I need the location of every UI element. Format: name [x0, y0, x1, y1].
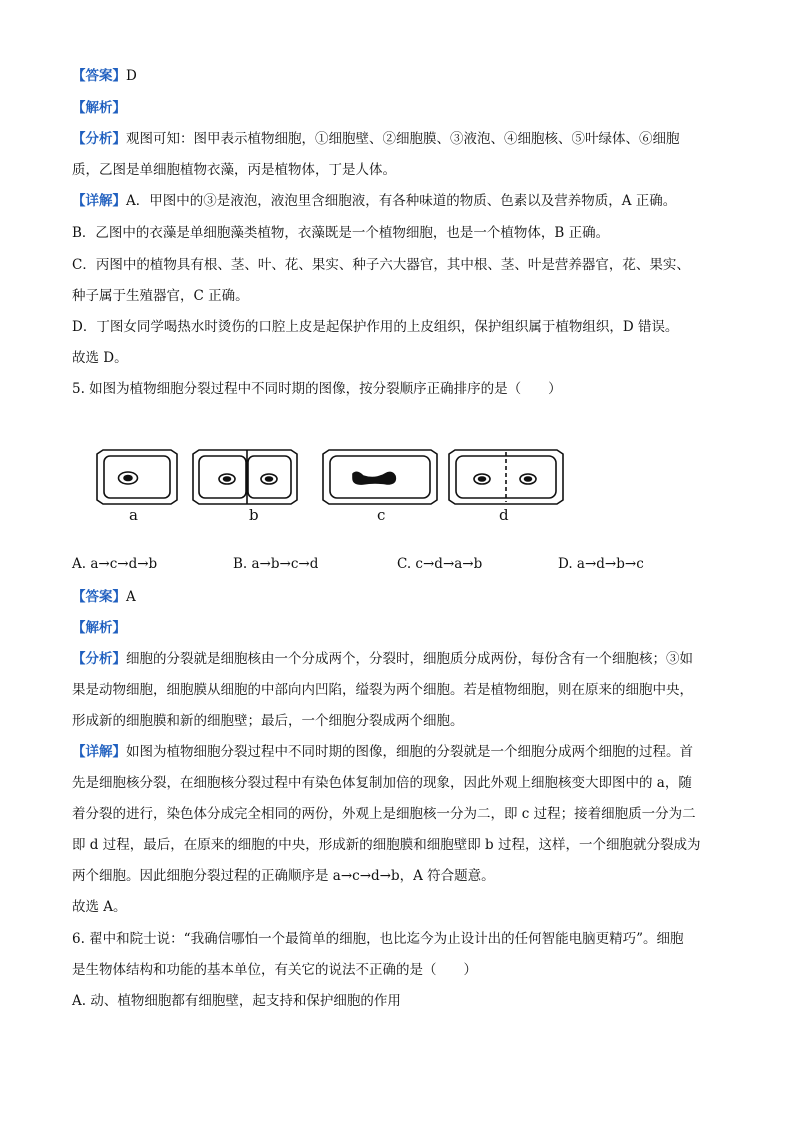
xiangjie-tag: 【详解】 [72, 744, 126, 760]
fenxi-tag: 【分析】 [72, 651, 126, 667]
q5-xiangjie-line-3: 着分裂的进行，染色体分成完全相同的两份，外观上是细胞核一分为二，即 c 过程；接着细胞质一分为二 [72, 806, 696, 822]
option-b: B. a→b→c→d [233, 556, 319, 572]
q5-fenxi-line-2: 果是动物细胞，细胞膜从细胞的中部向内凹陷，缢裂为两个细胞。若是植物细胞，则在原来的细胞中央， [72, 682, 693, 698]
xiangjie-text: 如图为植物细胞分裂过程中不同时期的图像，细胞的分裂就是一个细胞分成两个细胞的过程。首 [126, 744, 693, 760]
q4-xiangjie-line-5: D．丁图女同学喝热水时烫伤的口腔上皮是起保护作用的上皮组织，保护组织属于植物组织，D 错误。 [72, 319, 679, 335]
cell-division-figure [95, 444, 565, 529]
fenxi-tag: 【分析】 [72, 131, 126, 147]
q4-answer-line [72, 66, 137, 86]
analysis-tag: 【解析】 [72, 100, 126, 116]
fenxi-text: 观图可知：图甲表示植物细胞，①细胞壁、②细胞膜、③液泡、④细胞核、⑤叶绿体、⑥细胞 [126, 131, 680, 147]
option-c: C. c→d→a→b [397, 556, 483, 572]
q5-conclusion: 故选 A。 [72, 899, 127, 915]
q5-xiangjie-line-4: 即 d 过程，最后，在原来的细胞的中央，形成新的细胞膜和细胞壁即 b 过程，这样，一个细胞就分裂成为 [72, 837, 701, 853]
figure-label-d: d [499, 506, 509, 524]
q4-xiangjie-line-2: B．乙图中的衣藻是单细胞藻类植物，衣藻既是一个植物细胞，也是一个植物体，B 正确。 [72, 225, 610, 241]
xiangjie-tag: 【详解】 [72, 193, 126, 209]
xiangjie-text: A．甲图中的③是液泡，液泡里含细胞液，有各种味道的物质、色素以及营养物质，A 正确。 [126, 193, 677, 209]
q6-option-a: A. 动、植物细胞都有细胞壁，起支持和保护细胞的作用 [72, 993, 401, 1009]
cell-b-diagram [193, 450, 297, 504]
q5-xiangjie-line-5: 两个细胞。因此细胞分裂过程的正确顺序是 a→c→d→b，A 符合题意。 [72, 868, 495, 884]
q6-stem-line-1: 6. 翟中和院士说：“我确信哪怕一个最简单的细胞，也比迄今为止设计出的任何智能电脑更精巧”。细胞 [72, 931, 684, 947]
figure-label-a: a [129, 506, 138, 524]
q6-stem-line-2: 是生物体结构和功能的基本单位，有关它的说法不正确的是（ ） [72, 962, 477, 978]
figure-label-b: b [249, 506, 259, 524]
q5-fenxi-line-1 [72, 649, 693, 669]
fenxi-text: 细胞的分裂就是细胞核由一个分成两个，分裂时，细胞质分成两份，每份含有一个细胞核；③如 [126, 651, 693, 667]
q4-xiangjie-line-1 [72, 191, 676, 211]
q4-analysis-heading [72, 98, 126, 118]
q4-xiangjie-line-3: C．丙图中的植物具有根、茎、叶、花、果实、种子六大器官，其中根、茎、叶是营养器官，花、果实、 [72, 257, 690, 273]
answer-value: A [126, 589, 136, 605]
q5-xiangjie-line-2: 先是细胞核分裂，在细胞核分裂过程中有染色体复制加倍的现象，因此外观上细胞核变大即图中的 a，随 [72, 775, 692, 791]
answer-tag: 【答案】 [72, 589, 126, 605]
option-d: D. a→d→b→c [558, 556, 644, 572]
cell-d-diagram [449, 450, 563, 504]
analysis-tag: 【解析】 [72, 620, 126, 636]
answer-tag: 【答案】 [72, 68, 126, 84]
q4-fenxi-line-2: 质，乙图是单细胞植物衣藻，丙是植物体，丁是人体。 [72, 162, 396, 178]
q4-fenxi-line-1 [72, 129, 680, 149]
answer-value: D [126, 68, 137, 84]
cell-a-diagram [97, 450, 177, 504]
q4-xiangjie-line-4: 种子属于生殖器官，C 正确。 [72, 288, 249, 304]
q5-analysis-heading [72, 618, 126, 638]
cell-c-diagram [323, 450, 437, 504]
q5-xiangjie-line-1 [72, 742, 693, 762]
q5-answer-line [72, 587, 136, 607]
figure-label-c: c [377, 506, 386, 524]
q5-fenxi-line-3: 形成新的细胞膜和新的细胞壁；最后，一个细胞分裂成两个细胞。 [72, 713, 464, 729]
q4-conclusion: 故选 D。 [72, 350, 128, 366]
q5-stem: 5. 如图为植物细胞分裂过程中不同时期的图像，按分裂顺序正确排序的是（ ） [72, 381, 562, 397]
option-a: A. a→c→d→b [72, 556, 158, 572]
